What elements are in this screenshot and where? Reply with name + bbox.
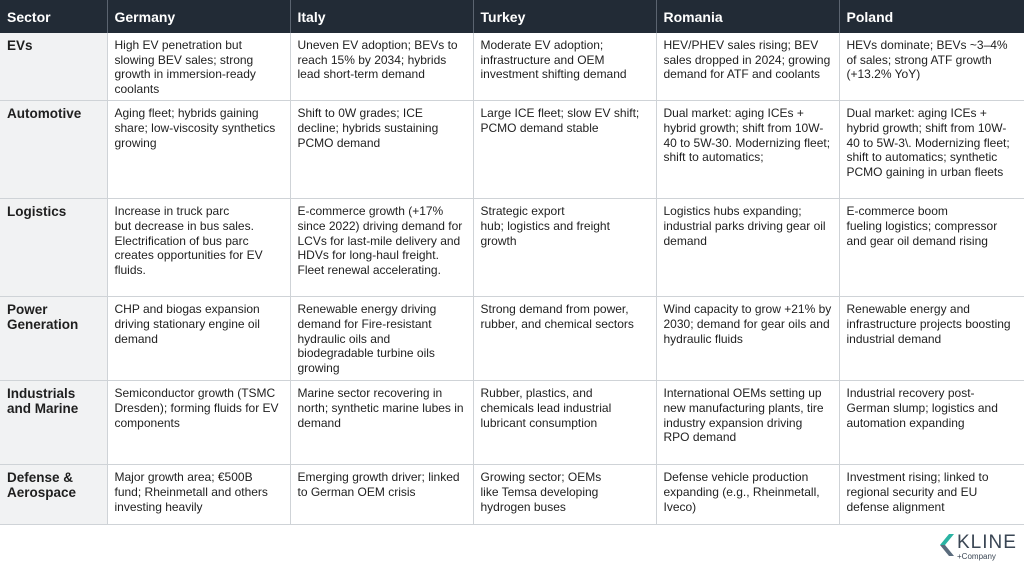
header-romania: Romania <box>656 0 839 33</box>
header-germany: Germany <box>107 0 290 33</box>
table-row <box>0 33 1024 101</box>
table-cell: Renewable energy and infrastructure projects boosting industrial demand <box>839 297 1024 381</box>
table-cell: Semiconductor growth (TSMC Dresden); forming fluids for EV components <box>107 381 290 465</box>
table-cell: Logistics hubs expanding; industrial parks driving gear oil demand <box>656 199 839 297</box>
kline-logo <box>940 532 1020 562</box>
table-cell: HEVs dominate; BEVs ~3–4% of sales; strong ATF growth (+13.2% YoY) <box>839 33 1024 101</box>
logo-subtext: +Company <box>957 552 996 561</box>
table-row <box>0 199 1024 297</box>
table-cell: Marine sector recovering in north; synthetic marine lubes in demand <box>290 381 473 465</box>
sector-label: Industrials and Marine <box>0 381 107 465</box>
table-cell: International OEMs setting up new manufacturing plants, tire industry expansion driving RPO demand <box>656 381 839 465</box>
sector-label: EVs <box>0 33 107 101</box>
table-cell: Shift to 0W grades; ICE decline; hybrids sustaining PCMO demand <box>290 101 473 199</box>
logo-mark-lower <box>940 545 954 556</box>
logo-wordmark: KLINE <box>957 532 1017 553</box>
table-row <box>0 465 1024 525</box>
table-cell: Aging fleet; hybrids gaining share; low-viscosity synthetics growing <box>107 101 290 199</box>
table-cell: Investment rising; linked to regional security and EU defense alignment <box>839 465 1024 525</box>
header-row <box>0 0 1024 33</box>
header-turkey: Turkey <box>473 0 656 33</box>
table-cell: Increase in truck parc but decrease in bus sales. Electrification of bus parc creates opportunities for EV fluids. <box>107 199 290 297</box>
table-cell: HEV/PHEV sales rising; BEV sales dropped in 2024; growing demand for ATF and coolants <box>656 33 839 101</box>
table-row <box>0 101 1024 199</box>
table-cell: Major growth area; €500B fund; Rheinmetall and others investing heavily <box>107 465 290 525</box>
table-cell: Emerging growth driver; linked to German OEM crisis <box>290 465 473 525</box>
table-cell: Wind capacity to grow +21% by 2030; demand for gear oils and hydraulic fluids <box>656 297 839 381</box>
table-cell: E-commerce boom fueling logistics; compressor and gear oil demand rising <box>839 199 1024 297</box>
sector-label: Automotive <box>0 101 107 199</box>
sector-label: Logistics <box>0 199 107 297</box>
table-cell: Strong demand from power, rubber, and chemical sectors <box>473 297 656 381</box>
header-italy: Italy <box>290 0 473 33</box>
table-cell: Growing sector; OEMs like Temsa developing hydrogen buses <box>473 465 656 525</box>
table-cell: Dual market: aging ICEs + hybrid growth; shift from 10W-40 to 5W-30. Modernizing fleet; shift to automatics; <box>656 101 839 199</box>
table-cell: Uneven EV adoption; BEVs to reach 15% by 2034; hybrids lead short-term demand <box>290 33 473 101</box>
table-cell: Moderate EV adoption; infrastructure and OEM investment shifting demand <box>473 33 656 101</box>
table-cell: CHP and biogas expansion driving stationary engine oil demand <box>107 297 290 381</box>
table-cell: Rubber, plastics, and chemicals lead industrial lubricant consumption <box>473 381 656 465</box>
table-row <box>0 297 1024 381</box>
header-sector: Sector <box>0 0 107 33</box>
sector-label: Defense & Aerospace <box>0 465 107 525</box>
logo-mark-upper <box>940 534 954 545</box>
table-cell: Dual market: aging ICEs + hybrid growth; shift from 10W-40 to 5W-3\. Modernizing fleet; shift to automatics; synthetic PCMO gaining in urban fleets <box>839 101 1024 199</box>
table-cell: Strategic export hub; logistics and freight growth <box>473 199 656 297</box>
table-cell: Large ICE fleet; slow EV shift; PCMO demand stable <box>473 101 656 199</box>
table-cell: Industrial recovery post-German slump; logistics and automation expanding <box>839 381 1024 465</box>
kline-logo-mark-icon <box>940 534 954 556</box>
table-cell: Defense vehicle production expanding (e.g., Rheinmetall, Iveco) <box>656 465 839 525</box>
header-poland: Poland <box>839 0 1024 33</box>
table-cell: E-commerce growth (+17% since 2022) driving demand for LCVs for last-mile delivery and HDVs for long-haul freight. Fleet renewal accelerating. <box>290 199 473 297</box>
table-row <box>0 381 1024 465</box>
sector-label: Power Generation <box>0 297 107 381</box>
table-cell: High EV penetration but slowing BEV sales; strong growth in immersion-ready coolants <box>107 33 290 101</box>
table-cell: Renewable energy driving demand for Fire-resistant hydraulic oils and biodegradable turbine oils growing <box>290 297 473 381</box>
